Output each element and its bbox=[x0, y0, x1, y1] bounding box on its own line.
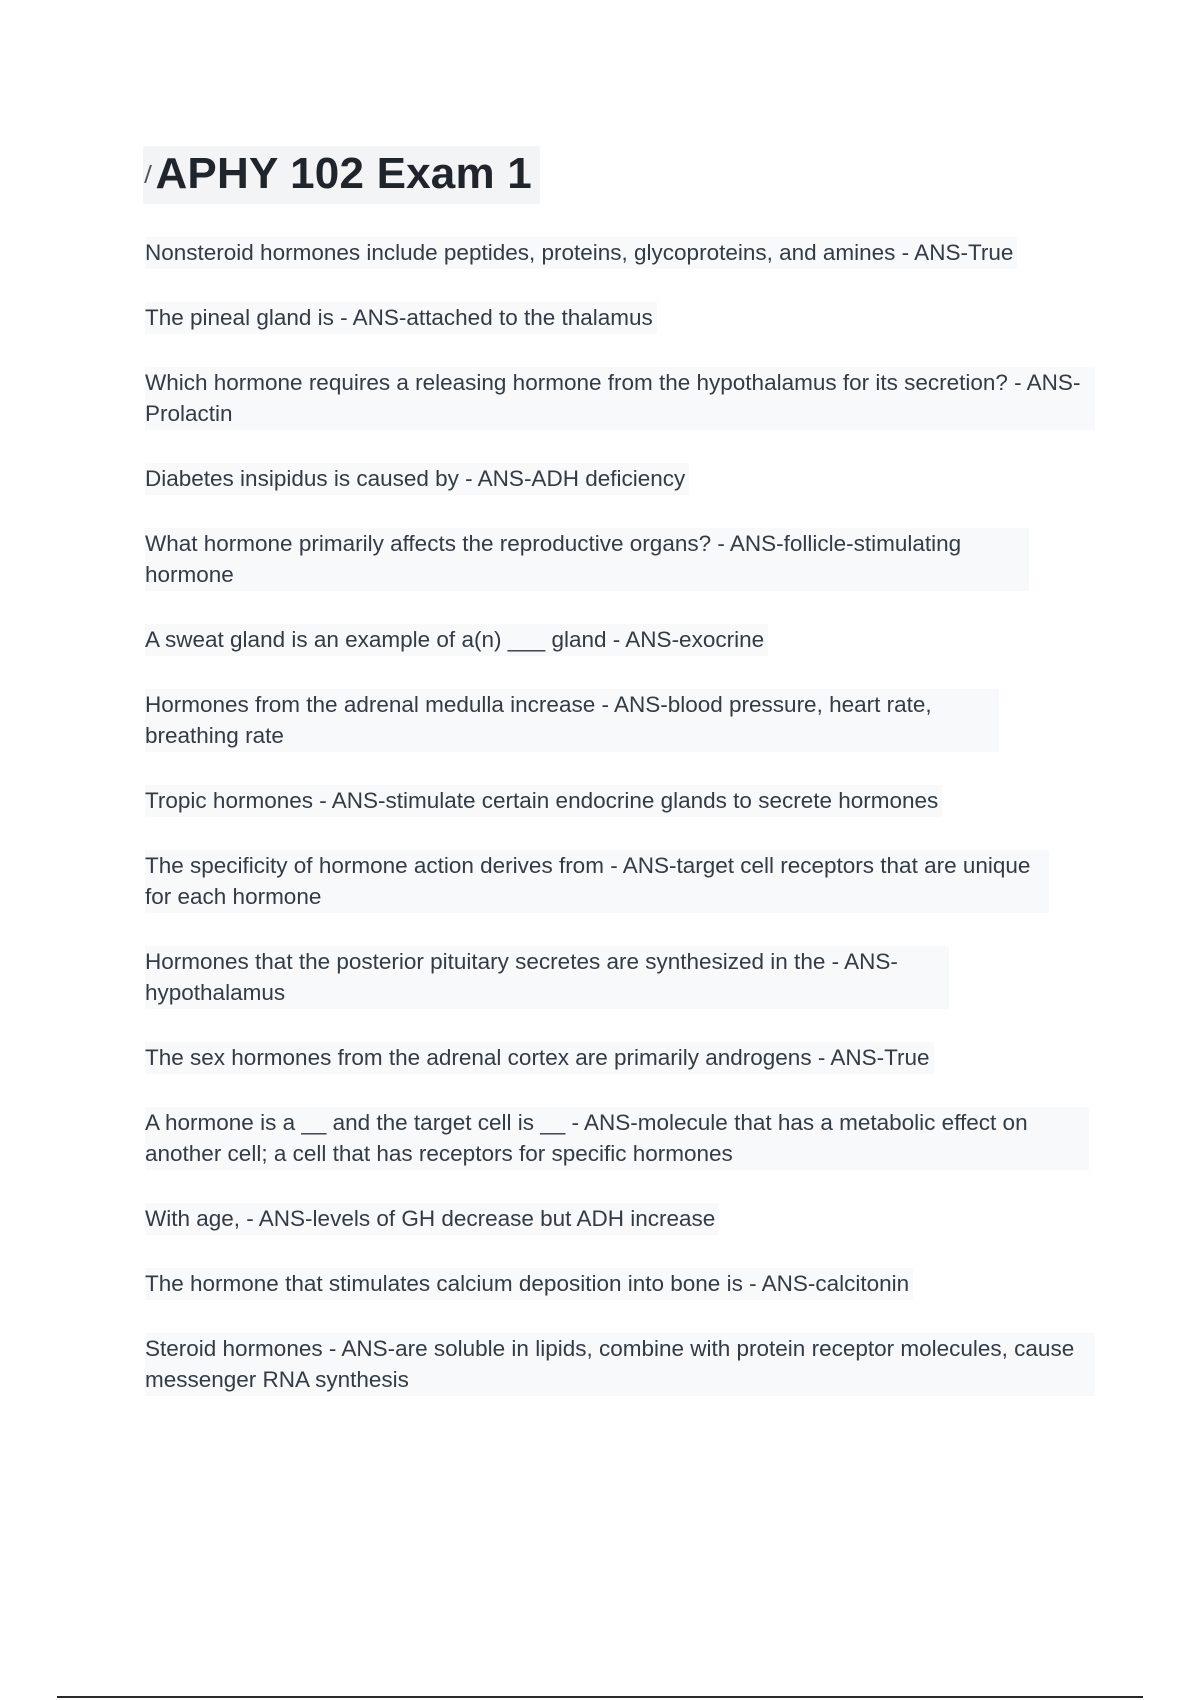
qa-item: The sex hormones from the adrenal cortex are primarily androgens - ANS-True bbox=[145, 1042, 934, 1074]
qa-item: A hormone is a __ and the target cell is __ - ANS-molecule that has a metabolic effect on another cell; a cell that has receptors for specific hormones bbox=[145, 1107, 1089, 1170]
qa-item: Nonsteroid hormones include peptides, proteins, glycoproteins, and amines - ANS-True bbox=[145, 237, 1017, 269]
document-title: APHY 102 Exam 1 bbox=[155, 149, 532, 198]
qa-item: The hormone that stimulates calcium deposition into bone is - ANS-calcitonin bbox=[145, 1268, 913, 1300]
qa-item: Diabetes insipidus is caused by - ANS-ADH deficiency bbox=[145, 463, 689, 495]
qa-item: The specificity of hormone action derives from - ANS-target cell receptors that are unique for each hormone bbox=[145, 850, 1049, 913]
qa-item: Tropic hormones - ANS-stimulate certain endocrine glands to secrete hormones bbox=[145, 785, 942, 817]
qa-item: Steroid hormones - ANS-are soluble in lipids, combine with protein receptor molecules, cause messenger RNA synthesis bbox=[145, 1333, 1095, 1396]
qa-item: Which hormone requires a releasing hormone from the hypothalamus for its secretion? - ANS-Prolactin bbox=[145, 367, 1095, 430]
qa-item: The pineal gland is - ANS-attached to the thalamus bbox=[145, 302, 657, 334]
qa-item: With age, - ANS-levels of GH decrease but ADH increase bbox=[145, 1203, 719, 1235]
qa-item: What hormone primarily affects the reproductive organs? - ANS-follicle-stimulating hormone bbox=[145, 528, 1029, 591]
footer-divider bbox=[57, 1696, 1143, 1698]
qa-item: Hormones that the posterior pituitary secretes are synthesized in the - ANS-hypothalamus bbox=[145, 946, 949, 1009]
cursor-mark-icon bbox=[144, 165, 152, 183]
title-block bbox=[143, 146, 540, 204]
qa-item: Hormones from the adrenal medulla increase - ANS-blood pressure, heart rate, breathing rate bbox=[145, 689, 999, 752]
qa-item: A sweat gland is an example of a(n) ___ gland - ANS-exocrine bbox=[145, 624, 768, 656]
qa-list bbox=[145, 237, 1095, 1429]
